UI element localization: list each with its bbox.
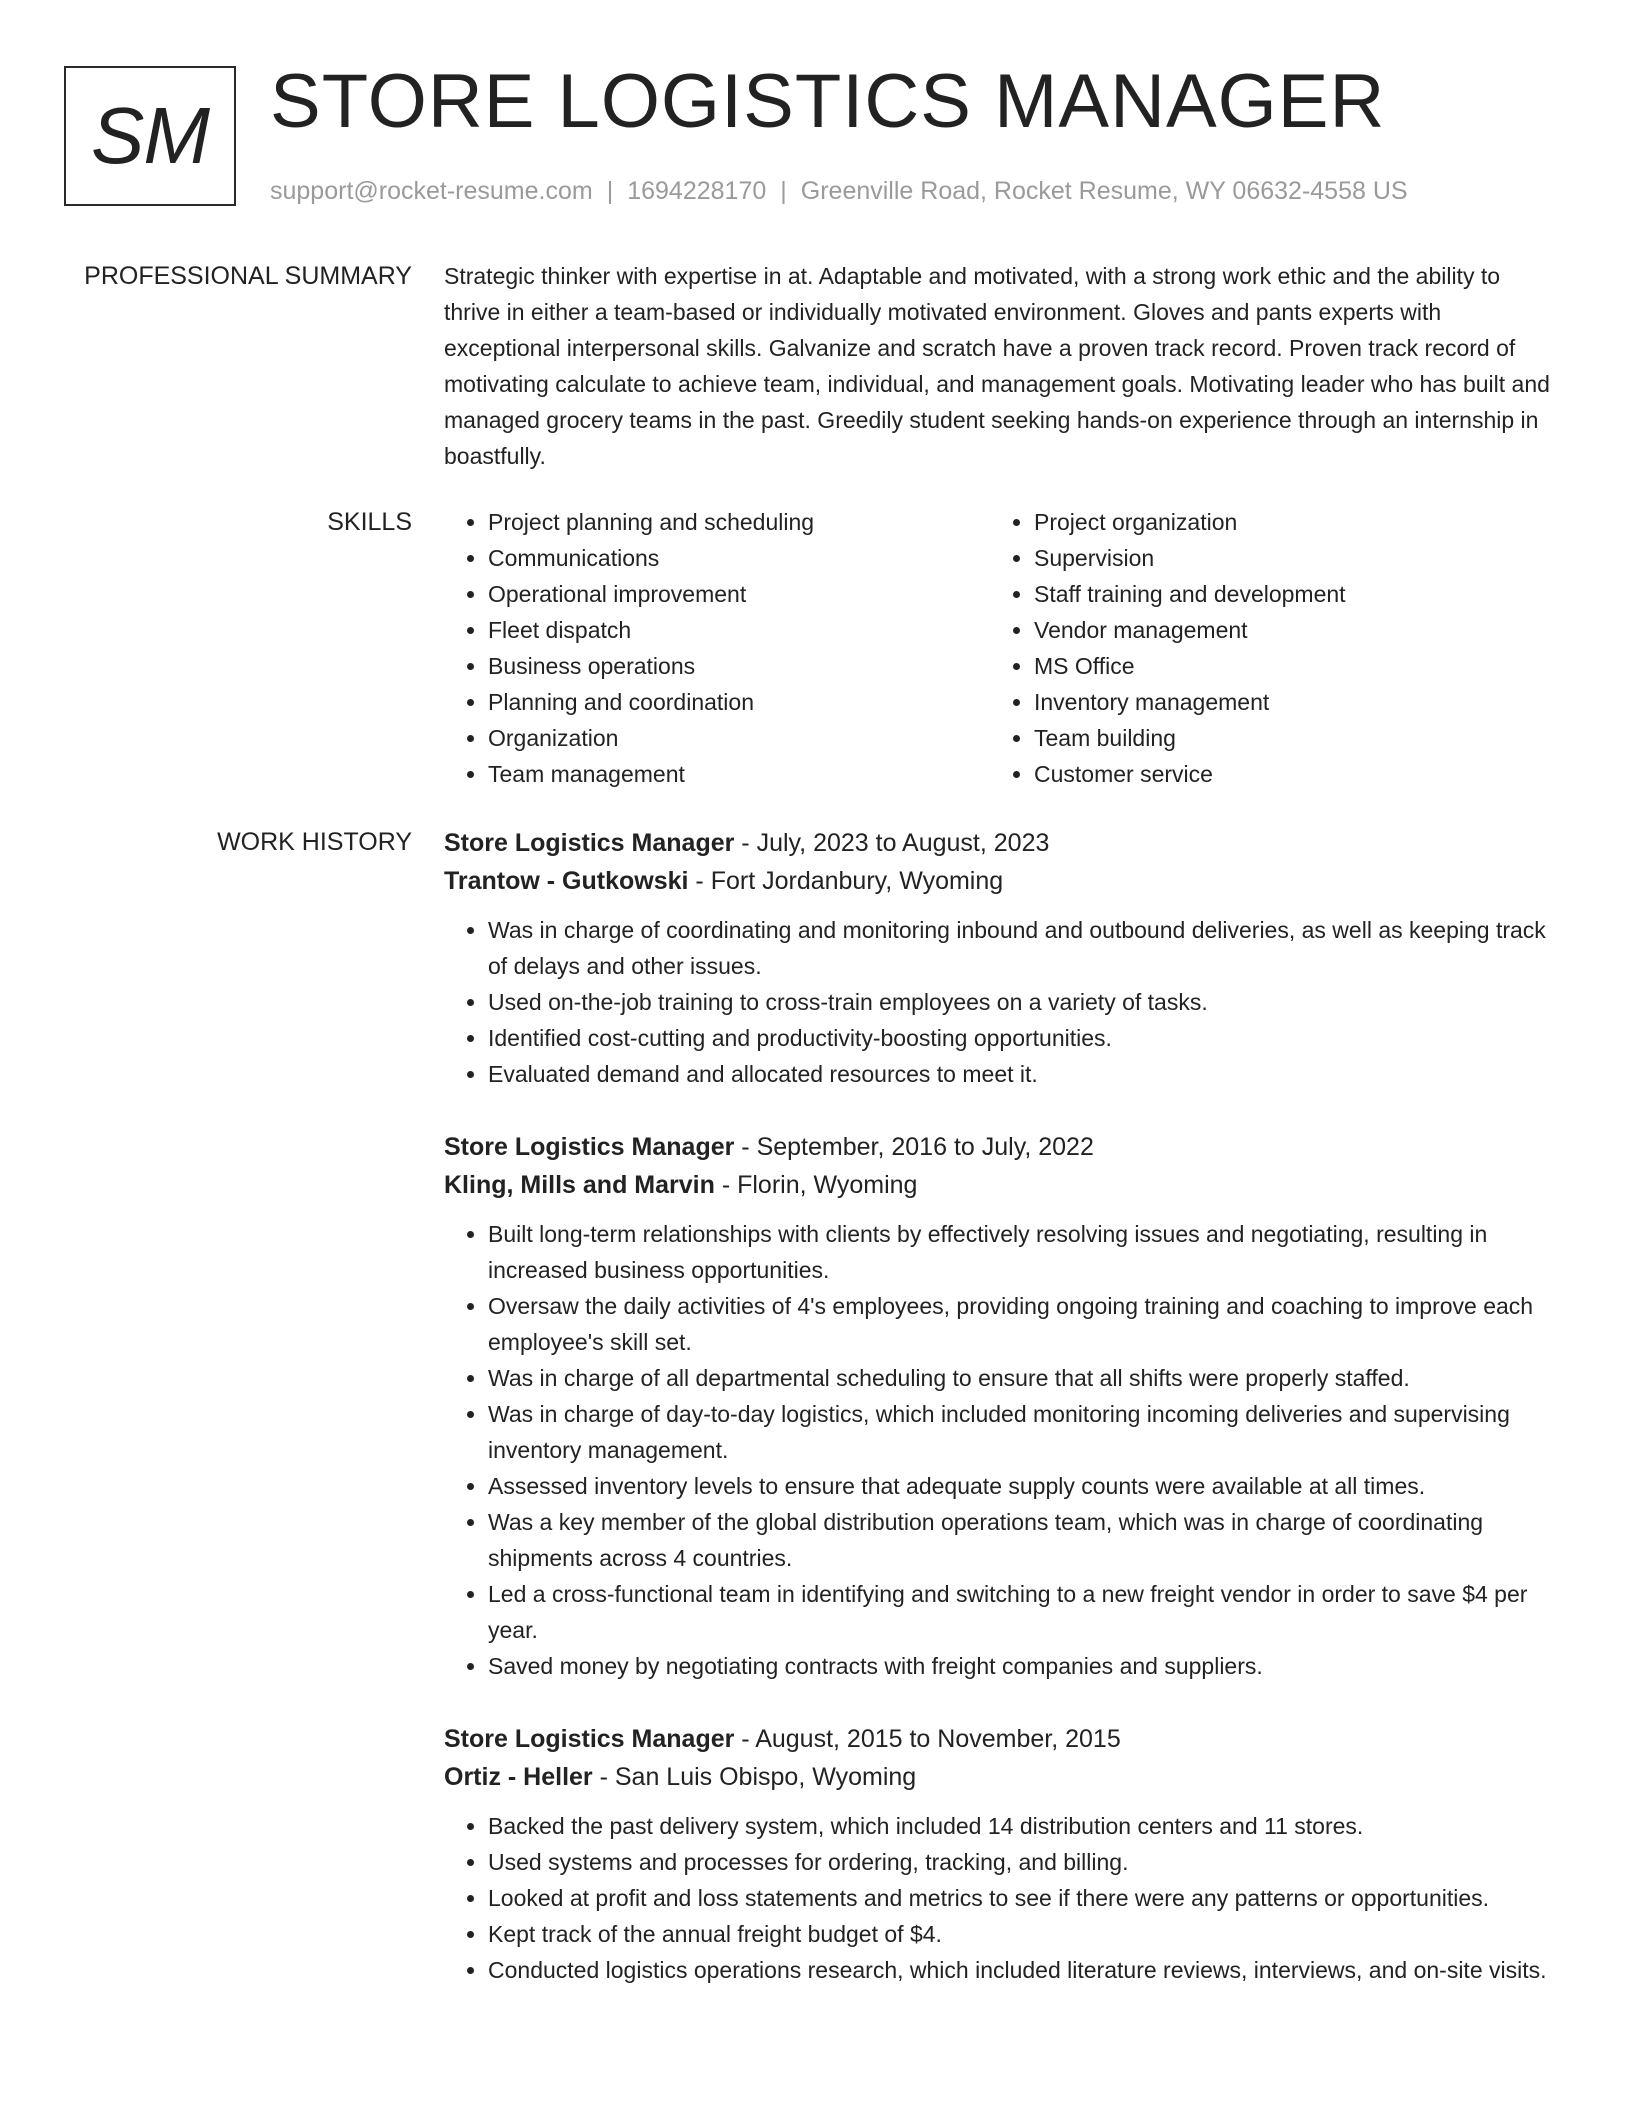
job-bullet: • Led a cross-functional team in identifying and switching to a new freight vendor in order to save $4 per year. xyxy=(488,1576,1560,1648)
job-dates: - July, 2023 to August, 2023 xyxy=(734,829,1050,857)
skill-item: • Inventory management xyxy=(1034,684,1536,720)
job-location: - Fort Jordanbury, Wyoming xyxy=(688,867,1004,895)
skills-list-right xyxy=(990,504,1536,792)
section-label-work: WORK HISTORY xyxy=(217,828,412,856)
job-bullet: • Used systems and processes for ordering, tracking, and billing. xyxy=(488,1844,1560,1880)
skill-item: • Project organization xyxy=(1034,504,1536,540)
contact-phone[interactable]: 1694228170 xyxy=(627,177,767,205)
job-company: Trantow - Gutkowski xyxy=(444,867,689,895)
page-title: STORE LOGISTICS MANAGER xyxy=(270,59,1386,144)
summary-text: Strategic thinker with expertise in at. Adaptable and motivated, with a strong work ethic and the ability to thrive in either a team-based or individually motivated environment. Gloves and pants experts with exceptional interpersonal skills. Galvanize and scratch have a proven track record. Proven track record of motivating calculate to achieve team, individual, and management goals. Motivating leader who has built and managed grocery teams in the past. Greedily student seeking hands-on experience through an internship in boastfully. xyxy=(444,263,1550,469)
job-bullet: • Built long-term relationships with clients by effectively resolving issues and negotiating, resulting in increased business opportunities. xyxy=(488,1216,1560,1288)
job-dates: - August, 2015 to November, 2015 xyxy=(734,1725,1121,1753)
contact-email[interactable]: support@rocket-resume.com xyxy=(270,177,593,205)
job-bullet: • Was in charge of coordinating and monitoring inbound and outbound deliveries, as well as keeping track of delays and other issues. xyxy=(488,912,1560,984)
skill-item: • Vendor management xyxy=(1034,612,1536,648)
job-bullets xyxy=(444,912,1560,1092)
job-bullet: • Kept track of the annual freight budget of $4. xyxy=(488,1916,1560,1952)
job-bullet: • Was a key member of the global distribution operations team, which was in charge of coordinating shipments across 4 countries. xyxy=(488,1504,1560,1576)
contact-line xyxy=(270,174,1408,208)
job-entry xyxy=(444,824,1560,1092)
job-company: Kling, Mills and Marvin xyxy=(444,1171,715,1199)
section-label-skills: SKILLS xyxy=(327,508,412,536)
skill-item: • Customer service xyxy=(1034,756,1536,792)
skill-item: • Fleet dispatch xyxy=(488,612,990,648)
skill-item: • Organization xyxy=(488,720,990,756)
job-company-line xyxy=(444,1758,1560,1796)
job-bullet: • Used on-the-job training to cross-train employees on a variety of tasks. xyxy=(488,984,1560,1020)
job-company: Ortiz - Heller xyxy=(444,1763,593,1791)
job-title: Store Logistics Manager xyxy=(444,829,735,857)
skill-item: • Planning and coordination xyxy=(488,684,990,720)
monogram-logo: SM xyxy=(64,66,236,206)
skill-item: • Team management xyxy=(488,756,990,792)
job-company-line xyxy=(444,1166,1560,1204)
skill-item: • Project planning and scheduling xyxy=(488,504,990,540)
job-bullet: • Saved money by negotiating contracts with freight companies and suppliers. xyxy=(488,1648,1560,1684)
skill-item: • Operational improvement xyxy=(488,576,990,612)
job-title-line xyxy=(444,824,1560,862)
job-bullet: • Was in charge of day-to-day logistics, which included monitoring incoming deliveries and supervising inventory management. xyxy=(488,1396,1560,1468)
job-location: - San Luis Obispo, Wyoming xyxy=(592,1763,917,1791)
job-bullet: • Looked at profit and loss statements and metrics to see if there were any patterns or opportunities. xyxy=(488,1880,1560,1916)
job-bullet: • Oversaw the daily activities of 4's employees, providing ongoing training and coaching to improve each employee's skill set. xyxy=(488,1288,1560,1360)
job-entry xyxy=(444,1720,1560,1988)
skill-item: • Staff training and development xyxy=(1034,576,1536,612)
skill-item: • Team building xyxy=(1034,720,1536,756)
work-history-list xyxy=(444,824,1560,2024)
job-bullet: • Evaluated demand and allocated resources to meet it. xyxy=(488,1056,1560,1092)
skill-item: • Supervision xyxy=(1034,540,1536,576)
job-bullets xyxy=(444,1216,1560,1684)
skill-item: • MS Office xyxy=(1034,648,1536,684)
skills-list-left xyxy=(444,504,990,792)
contact-separator: | xyxy=(606,177,614,205)
job-title-line xyxy=(444,1720,1560,1758)
job-bullet: • Assessed inventory levels to ensure that adequate supply counts were available at all times. xyxy=(488,1468,1560,1504)
job-bullet: • Was in charge of all departmental scheduling to ensure that all shifts were properly staffed. xyxy=(488,1360,1560,1396)
job-dates: - September, 2016 to July, 2022 xyxy=(734,1133,1094,1161)
skill-item: • Business operations xyxy=(488,648,990,684)
job-title: Store Logistics Manager xyxy=(444,1133,735,1161)
section-label-summary: PROFESSIONAL SUMMARY xyxy=(84,262,412,290)
job-bullet: • Identified cost-cutting and productivity-boosting opportunities. xyxy=(488,1020,1560,1056)
job-bullet: • Backed the past delivery system, which included 14 distribution centers and 11 stores. xyxy=(488,1808,1560,1844)
job-title-line xyxy=(444,1128,1560,1166)
job-location: - Florin, Wyoming xyxy=(714,1171,918,1199)
contact-separator: | xyxy=(780,177,787,205)
job-entry xyxy=(444,1128,1560,1684)
contact-address: Greenville Road, Rocket Resume, WY 06632-4558 US xyxy=(800,177,1408,205)
job-title: Store Logistics Manager xyxy=(444,1725,735,1753)
job-bullets xyxy=(444,1808,1560,1988)
job-company-line xyxy=(444,862,1560,900)
skill-item: • Communications xyxy=(488,540,990,576)
job-bullet: • Conducted logistics operations research, which included literature reviews, interviews, and on-site visits. xyxy=(488,1952,1560,1988)
